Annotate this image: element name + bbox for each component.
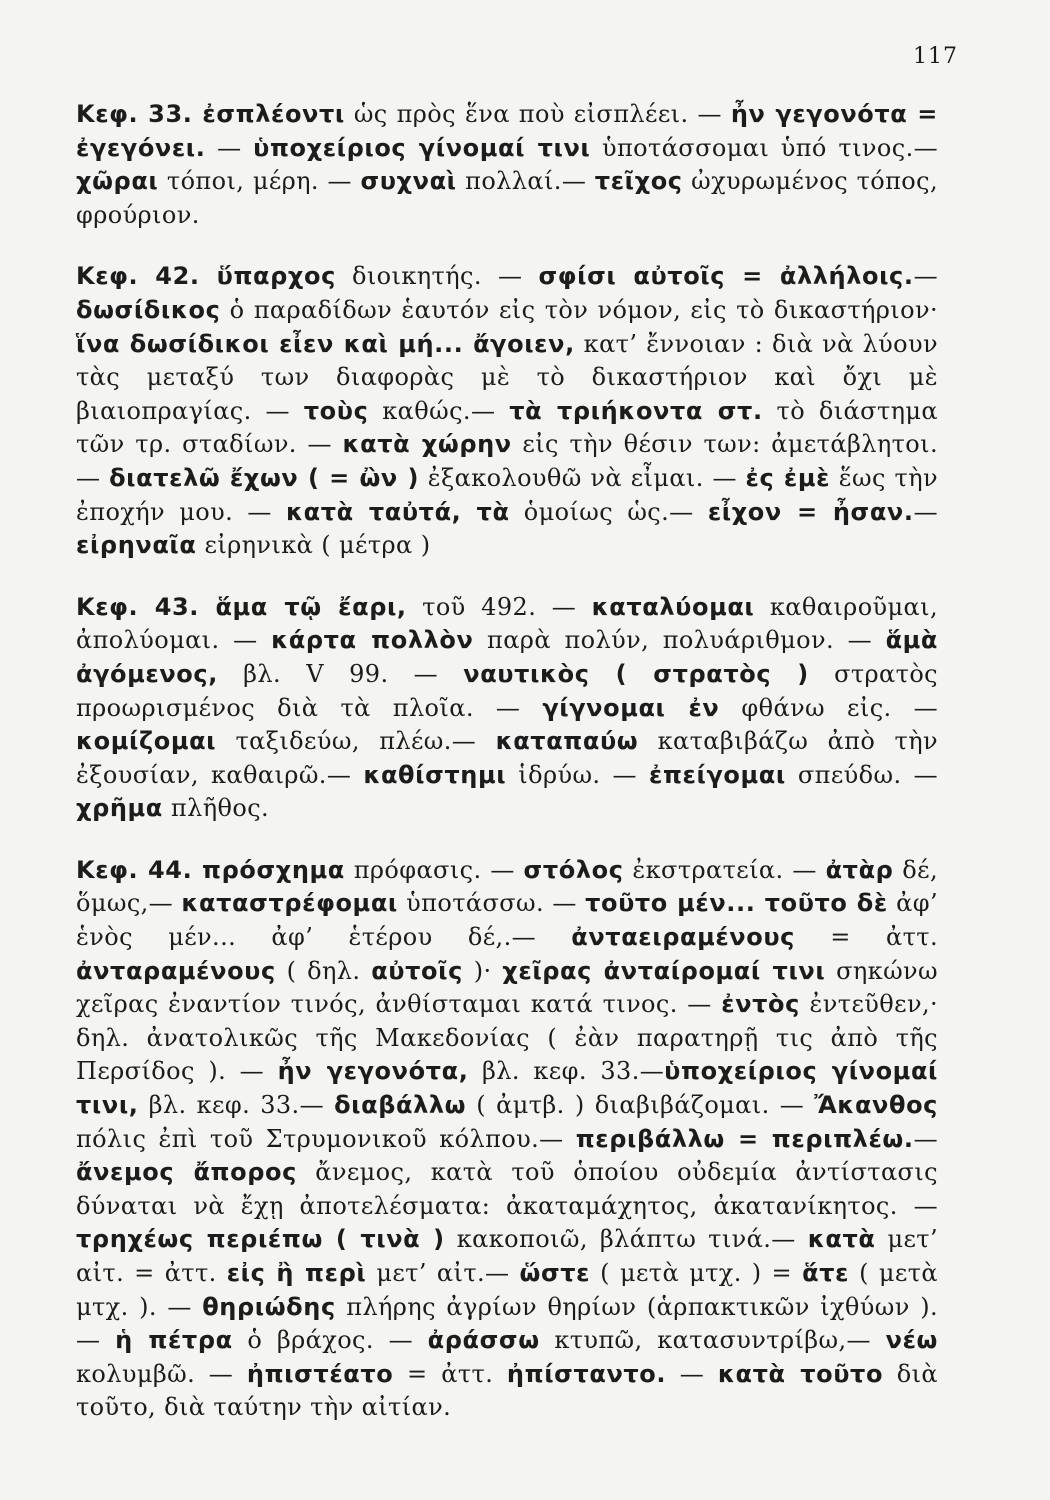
gloss-text: σπεύδω. — — [785, 760, 939, 789]
headword: καθίστημι — [363, 760, 507, 789]
headword: Κεφ. 43. ἅμα τῷ ἔαρι, — [76, 592, 407, 621]
gloss-text: τὸ διάστημα τῶν τρ. σταδίων. — — [76, 396, 939, 459]
headword: ἠπίσταντο. — [506, 1359, 667, 1388]
gloss-text: ( δηλ. — [275, 956, 372, 985]
gloss-text: = ἀττ. — [393, 1359, 507, 1388]
gloss-text: ἐξακολουθῶ νὰ εἶμαι. — — [419, 463, 746, 492]
headword: ὑποχείριος γίνομαί τινι, — [76, 1057, 938, 1120]
gloss-text: παρὰ πολύν, πολυάριθμον. — — [473, 626, 886, 655]
paragraph — [76, 854, 938, 1425]
paragraph — [76, 591, 938, 826]
headword: ἄνεμος ἄπορος — [76, 1158, 297, 1187]
gloss-text: ἐντεῦθεν,· δηλ. ἀνατολικῶς τῆς Μακεδονίας ( ἐὰν παρατηρῇ τις ἀπὸ τῆς Περσίδος ). — — [76, 990, 939, 1086]
headword: ἦν γεγονότα, — [277, 1057, 469, 1086]
gloss-text: μετ’ αἰτ. = ἀττ. — [76, 1225, 938, 1287]
headword: σφίσι αὐτοῖς = ἀλλήλοις. — [538, 262, 914, 291]
headword: αὐτοῖς — [371, 956, 463, 985]
gloss-text: κατ’ ἔννοιαν : διὰ νὰ λύουν τὰς μεταξύ των διαφορὰς μὲ τὸ δικαστήριον καὶ ὄχι μὲ βιαιοπραγίας. — — [76, 329, 939, 425]
headword: κατὰ — [807, 1225, 876, 1254]
gloss-text: τόποι, μέρη. — — [158, 167, 361, 196]
headword: ἅτε — [802, 1259, 850, 1287]
gloss-text: κτυπῶ, κατασυντρίβω,— — [539, 1326, 886, 1355]
gloss-text: πρόφασις. — — [344, 855, 524, 884]
gloss-text: βλ. V 99. — — [217, 659, 464, 688]
gloss-text: διοικητής. — — [335, 262, 539, 291]
gloss-text: ὠχυρωμένος τόπος, φρούριον. — [76, 167, 938, 229]
gloss-text: βλ. κεφ. 33.— — [468, 1057, 665, 1086]
headword: ἦν γεγονότα = ἐγεγόνει. — [76, 100, 938, 162]
headword: χρῆμα — [76, 794, 163, 823]
headword: καταπαύω — [495, 727, 639, 756]
gloss-text: πλῆθος. — [162, 794, 270, 823]
gloss-text: ἕως τὴν ἐποχήν μου. — — [76, 463, 938, 526]
headword: τεῖχος — [594, 167, 683, 196]
gloss-text: ὁμοίως ὡς.— — [509, 497, 708, 526]
headword: ὥστε — [519, 1259, 591, 1287]
headword: κατὰ τοῦτο — [717, 1359, 884, 1388]
gloss-text: ὑποτάσσω. — — [397, 889, 586, 918]
gloss-text: πόλις ἐπὶ τοῦ Στρυμονικοῦ κόλπου.— — [76, 1124, 576, 1153]
gloss-text: βλ. κεφ. 33.— — [138, 1091, 335, 1120]
gloss-text: ὡς πρὸς ἕνα ποὺ εἰσπλέει. — — [344, 100, 731, 128]
gloss-text: καθαιροῦμαι, ἀπολύομαι. — — [76, 592, 938, 655]
headword: χεῖρας ἀνταίρομαί τινι — [502, 956, 826, 985]
headword: Κεφ. 44. πρόσχημα — [76, 855, 345, 884]
gloss-text: πολλαί.— — [456, 167, 595, 196]
gloss-text: σηκώνω χεῖρας ἐναντίον τινός, ἀνθίσταμαι κατά τινος. — — [76, 956, 939, 1019]
headword: κομίζομαι — [76, 727, 217, 756]
gloss-text: στρατὸς προωρισμένος διὰ τὰ πλοῖα. — — [76, 659, 939, 722]
gloss-text: — — [205, 133, 254, 162]
gloss-text: ( ἀμτβ. ) διαβιβάζομαι. — — [466, 1091, 815, 1120]
headword: στόλος — [523, 855, 624, 884]
gloss-text: — — [666, 1359, 718, 1388]
headword: εἰρηναῖα — [76, 531, 197, 560]
gloss-text: — — [913, 497, 938, 526]
gloss-text: — — [913, 262, 938, 291]
headword: νέω — [885, 1326, 938, 1355]
headword: ἵνα δωσίδικοι εἶεν καὶ μή... ἄγοιεν, — [76, 329, 575, 358]
headword: ἀράσσω — [427, 1326, 540, 1355]
headword: θηριώδης — [202, 1292, 336, 1321]
headword: τρηχέως περιέπω ( τινὰ ) — [76, 1225, 445, 1254]
headword: κατὰ ταὐτά, τὰ — [285, 497, 510, 526]
headword: ἀτὰρ — [825, 855, 894, 884]
headword: κατὰ χώρην — [342, 430, 512, 459]
gloss-text: πλήρης ἀγρίων θηρίων (ἁρπακτικῶν ἰχθύων ). — — [76, 1292, 938, 1355]
headword: εἶχον = ἦσαν. — [707, 497, 914, 526]
headword: διατελῶ ἔχων ( = ὢν ) — [109, 463, 420, 492]
paragraph — [76, 98, 938, 232]
gloss-text: εἰρηνικὰ ( μέτρα ) — [196, 531, 431, 560]
gloss-text: ὁ παραδίδων ἑαυτόν εἰς τὸν νόμον, εἰς τὸ δικαστήριον· — [220, 295, 938, 324]
gloss-text: ταξιδεύω, πλέω.— — [216, 727, 496, 756]
headword: ἅμὰ ἀγόμενος, — [76, 626, 939, 688]
gloss-text: εἰς τὴν θέσιν των: ἀμετάβλητοι. — — [76, 430, 938, 492]
gloss-text: ἄνεμος, κατὰ τοῦ ὁποίου οὐδεμία ἀντίστασις δύναται νὰ ἔχῃ ἀποτελέσματα: ἀκαταμάχητος, ἀκατανίκητος. — — [76, 1158, 938, 1220]
headword: Κεφ. 42. ὕπαρχος — [76, 262, 336, 291]
headword: τὰ τριήκοντα στ. — [509, 396, 763, 425]
headword: Ἄκανθος — [814, 1091, 938, 1120]
page-body — [76, 98, 938, 1425]
gloss-text: διὰ τοῦτο, διὰ ταύτην τὴν αἰτίαν. — [76, 1359, 938, 1422]
paragraph — [76, 260, 938, 562]
headword: ἐς ἐμὲ — [745, 463, 831, 492]
gloss-text: κακοποιῶ, βλάπτω τινά.— — [444, 1225, 808, 1254]
gloss-text: τοῦ 492. — — [406, 592, 592, 621]
gloss-text: ὁ βράχος. — — [232, 1326, 428, 1355]
headword: τοῦτο μέν... τοῦτο δὲ — [585, 889, 888, 918]
headword: τοὺς — [303, 396, 369, 425]
headword: ἠπιστέατο — [246, 1359, 394, 1388]
headword: Κεφ. 33. ἐσπλέοντι — [76, 100, 345, 128]
gloss-text: κολυμβῶ. — — [76, 1359, 247, 1388]
gloss-text: δέ, ὅμως,— — [76, 855, 938, 918]
headword: περιβάλλω = περιπλέω. — [575, 1124, 914, 1153]
headword: ναυτικὸς ( στρατὸς ) — [463, 659, 809, 688]
gloss-text: ὑποτάσσομαι ὑπό τινος.— — [590, 133, 938, 162]
gloss-text: ( μετὰ μτχ. ) = — [590, 1259, 803, 1287]
headword: ἀνταραμένους — [76, 956, 276, 985]
page-number: 117 — [913, 44, 958, 69]
gloss-text: μετ’ αἰτ.— — [366, 1259, 520, 1287]
gloss-text: ἱδρύω. — — [506, 760, 650, 789]
headword: δωσίδικος — [76, 295, 221, 324]
headword: ἐντὸς — [721, 990, 800, 1019]
headword: καταστρέφομαι — [181, 889, 398, 918]
gloss-text: καταβιβάζω ἀπὸ τὴν ἐξουσίαν, καθαιρῶ.— — [76, 727, 938, 789]
headword: ἡ πέτρα — [115, 1326, 233, 1355]
gloss-text: = ἀττ. — [794, 923, 938, 952]
headword: συχναὶ — [360, 167, 457, 196]
headword: ὑποχείριος γίνομαί τινι — [253, 133, 591, 162]
headword: κάρτα πολλὸν — [271, 626, 474, 655]
gloss-text: ἐκστρατεία. — — [623, 855, 826, 884]
gloss-text: φθάνω εἰς. — — [719, 693, 939, 722]
headword: ἐπείγομαι — [649, 760, 786, 789]
headword: ἀνταειραμένους — [571, 923, 795, 952]
gloss-text: ( μετὰ μτχ. ). — — [76, 1259, 938, 1321]
gloss-text: ἀφ’ ἑνὸς μέν... ἀφ’ ἑτέρου δέ,.— — [76, 889, 938, 952]
gloss-text: — — [913, 1124, 938, 1153]
headword: εἰς ἢ περὶ — [226, 1259, 367, 1287]
gloss-text: καθώς.— — [368, 396, 510, 425]
gloss-text: )· — [462, 956, 503, 985]
headword: καταλύομαι — [591, 592, 755, 621]
headword: χῶραι — [76, 167, 159, 196]
headword: γίγνομαι ἐν — [542, 693, 720, 722]
headword: διαβάλλω — [334, 1091, 467, 1120]
